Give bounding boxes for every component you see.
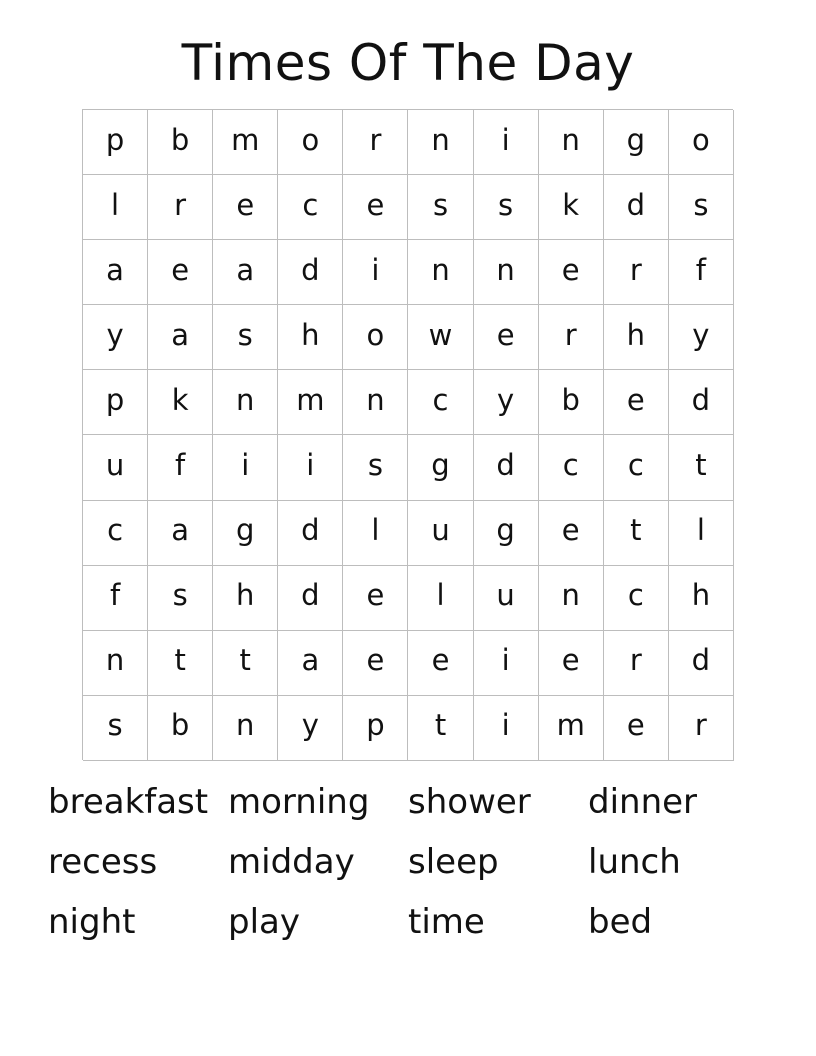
grid-cell: f <box>669 240 734 305</box>
grid-cell: e <box>343 631 408 696</box>
grid-cell: k <box>539 175 604 240</box>
grid-cell: l <box>83 175 148 240</box>
grid-cell: i <box>474 110 539 175</box>
grid-cell: u <box>83 435 148 500</box>
grid-cell: s <box>474 175 539 240</box>
word-bank <box>48 778 768 958</box>
grid-cell: g <box>604 110 669 175</box>
grid-cell: t <box>408 696 473 761</box>
grid-cell: h <box>278 305 343 370</box>
grid-cell: r <box>343 110 408 175</box>
grid-cell: r <box>604 631 669 696</box>
grid-cell: t <box>148 631 213 696</box>
grid-cell: e <box>408 631 473 696</box>
grid-cell: e <box>539 631 604 696</box>
grid-cell: i <box>343 240 408 305</box>
grid-cell: p <box>83 110 148 175</box>
grid-cell: r <box>148 175 213 240</box>
grid-cell: l <box>669 501 734 566</box>
grid-cell: e <box>604 370 669 435</box>
grid-cell: g <box>213 501 278 566</box>
grid-cell: r <box>604 240 669 305</box>
grid-cell: f <box>83 566 148 631</box>
grid-cell: e <box>213 175 278 240</box>
grid-cell: d <box>669 631 734 696</box>
grid-cell: i <box>213 435 278 500</box>
grid-cell: f <box>148 435 213 500</box>
grid-cell: i <box>474 696 539 761</box>
grid-cell: a <box>148 305 213 370</box>
grid-cell: a <box>83 240 148 305</box>
grid-cell: b <box>539 370 604 435</box>
grid-cell: c <box>539 435 604 500</box>
grid-cell: y <box>474 370 539 435</box>
word-bank-item: morning <box>228 782 370 822</box>
word-bank-item: lunch <box>588 842 681 882</box>
grid-cell: b <box>148 696 213 761</box>
grid-cell: u <box>408 501 473 566</box>
grid-cell: s <box>83 696 148 761</box>
grid-cell: n <box>213 696 278 761</box>
grid-cell: d <box>669 370 734 435</box>
grid-cell: e <box>539 501 604 566</box>
grid-cell: i <box>278 435 343 500</box>
word-bank-item: night <box>48 902 136 942</box>
grid-cell: n <box>213 370 278 435</box>
grid-cell: s <box>408 175 473 240</box>
grid-cell: g <box>474 501 539 566</box>
word-bank-item: play <box>228 902 300 942</box>
grid-cell: c <box>83 501 148 566</box>
grid-cell: w <box>408 305 473 370</box>
grid-cell: l <box>408 566 473 631</box>
grid-cell: h <box>604 305 669 370</box>
grid-cell: l <box>343 501 408 566</box>
grid-cell: m <box>539 696 604 761</box>
grid-cell: y <box>669 305 734 370</box>
grid-cell: g <box>408 435 473 500</box>
grid-cell: y <box>83 305 148 370</box>
word-bank-item: breakfast <box>48 782 209 822</box>
grid-cell: s <box>343 435 408 500</box>
grid-cell: a <box>278 631 343 696</box>
grid-cell: d <box>278 566 343 631</box>
grid-cell: u <box>474 566 539 631</box>
grid-cell: o <box>669 110 734 175</box>
grid-cell: e <box>148 240 213 305</box>
grid-cell: s <box>148 566 213 631</box>
grid-cell: r <box>669 696 734 761</box>
grid-cell: e <box>343 175 408 240</box>
grid-cell: n <box>408 240 473 305</box>
grid-cell: d <box>278 501 343 566</box>
grid-cell: n <box>539 110 604 175</box>
grid-cell: e <box>343 566 408 631</box>
grid-cell: c <box>278 175 343 240</box>
grid-cell: t <box>604 501 669 566</box>
grid-cell: c <box>408 370 473 435</box>
grid-cell: s <box>213 305 278 370</box>
grid-cell: s <box>669 175 734 240</box>
word-bank-item: time <box>408 902 485 942</box>
grid-cell: r <box>539 305 604 370</box>
grid-cell: n <box>83 631 148 696</box>
grid-cell: b <box>148 110 213 175</box>
page-title: Times Of The Day <box>181 34 635 92</box>
grid-cell: m <box>213 110 278 175</box>
grid-cell: d <box>604 175 669 240</box>
grid-cell: n <box>539 566 604 631</box>
grid-cell: a <box>148 501 213 566</box>
grid-cell: n <box>408 110 473 175</box>
word-bank-item: sleep <box>408 842 499 882</box>
grid-cell: m <box>278 370 343 435</box>
grid-cell: c <box>604 566 669 631</box>
grid-cell: y <box>278 696 343 761</box>
grid-cell: p <box>83 370 148 435</box>
grid-cell: d <box>278 240 343 305</box>
grid-cell: e <box>474 305 539 370</box>
grid-cell: t <box>213 631 278 696</box>
grid-cell: e <box>604 696 669 761</box>
grid-cell: o <box>278 110 343 175</box>
word-bank-item: shower <box>408 782 531 822</box>
grid-cell: d <box>474 435 539 500</box>
grid-cell: e <box>539 240 604 305</box>
word-bank-item: dinner <box>588 782 698 822</box>
grid-cell: p <box>343 696 408 761</box>
grid-cell: k <box>148 370 213 435</box>
grid-cell: n <box>343 370 408 435</box>
grid-cell: a <box>213 240 278 305</box>
word-bank-item: recess <box>48 842 158 882</box>
word-search-grid <box>82 109 733 760</box>
word-bank-item: midday <box>228 842 355 882</box>
grid-cell: o <box>343 305 408 370</box>
grid-cell: n <box>474 240 539 305</box>
grid-cell: c <box>604 435 669 500</box>
grid-cell: h <box>669 566 734 631</box>
grid-cell: h <box>213 566 278 631</box>
grid-cell: i <box>474 631 539 696</box>
word-bank-item: bed <box>588 902 653 942</box>
grid-cell: t <box>669 435 734 500</box>
